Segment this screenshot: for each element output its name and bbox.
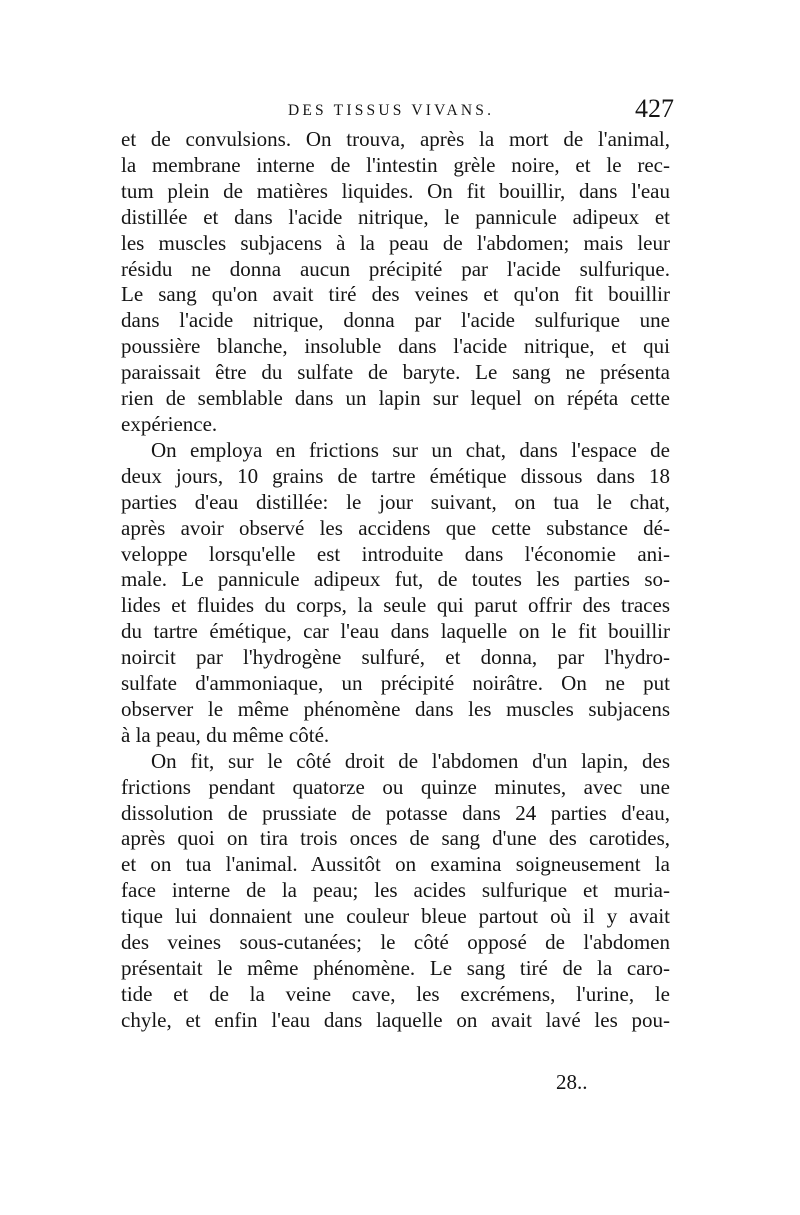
body-text [121, 127, 670, 1034]
text-line: après avoir observé les accidens que cette substance dé- [121, 515, 670, 540]
text-line: expérience. [121, 411, 218, 436]
text-line: poussière blanche, insoluble dans l'acide nitrique, et qui [121, 334, 670, 359]
text-line: résidu ne donna aucun précipité par l'acide sulfurique. [121, 256, 670, 281]
text-line: noircit par l'hydrogène sulfuré, et donna, par l'hydro- [121, 645, 670, 670]
text-line: tique lui donnaient une couleur bleue partout où il y avait [121, 904, 670, 929]
text-line: et on tua l'animal. Aussitôt on examina soigneusement la [121, 852, 670, 877]
page-number: 427 [635, 94, 674, 123]
text-line: tide et de la veine cave, les excrémens, l'urine, le [121, 981, 670, 1006]
text-line: du tartre émétique, car l'eau dans laquelle on le fit bouillir [121, 619, 670, 644]
text-line: parties d'eau distillée: le jour suivant, on tua le chat, [121, 489, 670, 514]
text-line: rien de semblable dans un lapin sur lequel on répéta cette [121, 386, 670, 411]
running-title: DES TISSUS VIVANS. [288, 102, 495, 119]
text-line: présentait le même phénomène. Le sang tiré de la caro- [121, 956, 670, 980]
text-line: On fit, sur le côté droit de l'abdomen d'un lapin, des [151, 748, 670, 773]
text-line: chyle, et enfin l'eau dans laquelle on avait lavé les pou- [121, 1007, 670, 1032]
text-line: sulfate d'ammoniaque, un précipité noirâtre. On ne put [121, 671, 670, 696]
text-line: male. Le pannicule adipeux fut, de toutes les parties so- [121, 567, 670, 592]
text-line: des veines sous-cutanées; le côté opposé de l'abdomen [121, 930, 670, 955]
text-line: observer le même phénomène dans les muscles subjacens [121, 696, 670, 721]
text-line: deux jours, 10 grains de tartre émétique dissous dans 18 [121, 463, 670, 488]
text-line: lides et fluides du corps, la seule qui parut offrir des traces [121, 593, 670, 618]
text-line: les muscles subjacens à la peau de l'abdomen; mais leur [121, 230, 670, 255]
text-line: face interne de la peau; les acides sulfurique et muria- [121, 878, 670, 903]
text-line: On employa en frictions sur un chat, dans l'espace de [151, 437, 670, 462]
text-line: à la peau, du même côté. [121, 722, 330, 747]
text-line: frictions pendant quatorze ou quinze minutes, avec une [121, 774, 670, 799]
text-line: la membrane interne de l'intestin grèle noire, et le rec- [121, 152, 670, 177]
text-line: tum plein de matières liquides. On fit bouillir, dans l'eau [121, 178, 670, 203]
text-line: dissolution de prussiate de potasse dans 24 parties d'eau, [121, 800, 670, 825]
text-line: paraissait être du sulfate de baryte. Le sang ne présenta [121, 360, 670, 385]
running-head [120, 94, 680, 128]
signature-mark: 28.. [556, 1070, 588, 1094]
text-line: distillée et dans l'acide nitrique, le pannicule adipeux et [121, 204, 670, 229]
text-line: après quoi on tira trois onces de sang d'une des carotides, [121, 826, 670, 851]
text-line: veloppe lorsqu'elle est introduite dans l'économie ani- [121, 541, 670, 566]
text-line: Le sang qu'on avait tiré des veines et qu'on fit bouillir [121, 282, 670, 307]
text-line: dans l'acide nitrique, donna par l'acide sulfurique une [121, 308, 670, 333]
text-line: et de convulsions. On trouva, après la mort de l'animal, [121, 127, 670, 151]
